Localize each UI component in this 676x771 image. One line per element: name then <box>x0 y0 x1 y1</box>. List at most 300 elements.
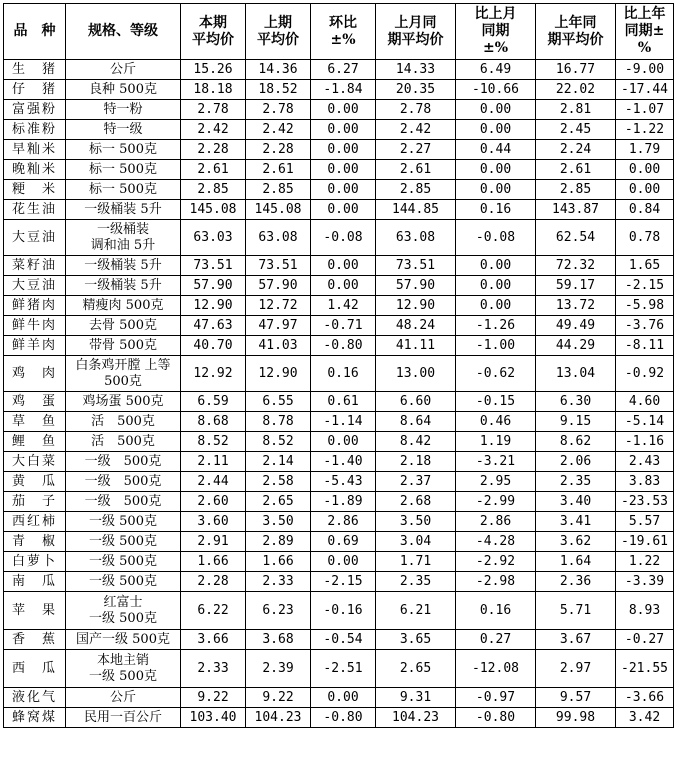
cell-last-year-change: -2.15 <box>616 276 674 296</box>
cell-product-name: 南 瓜 <box>4 572 66 592</box>
cell-period-change: 6.27 <box>311 60 376 80</box>
cell-previous-avg: 2.39 <box>246 650 311 688</box>
cell-last-month-change: -0.15 <box>456 392 536 412</box>
cell-period-change: -2.15 <box>311 572 376 592</box>
cell-last-month-avg: 6.60 <box>376 392 456 412</box>
table-row <box>4 592 674 630</box>
cell-last-year-change: -1.16 <box>616 432 674 452</box>
cell-last-year-avg: 2.81 <box>536 100 616 120</box>
cell-current-avg: 2.42 <box>181 120 246 140</box>
cell-last-month-avg: 144.85 <box>376 200 456 220</box>
cell-last-year-change: -19.61 <box>616 532 674 552</box>
cell-product-name: 茄 子 <box>4 492 66 512</box>
cell-last-month-avg: 3.50 <box>376 512 456 532</box>
cell-spec: 国产一级 500克 <box>66 630 181 650</box>
cell-last-year-avg: 62.54 <box>536 220 616 256</box>
cell-last-month-avg: 3.04 <box>376 532 456 552</box>
cell-last-month-change: 1.19 <box>456 432 536 452</box>
header-current-avg: 本期 平均价 <box>181 4 246 60</box>
cell-period-change: -0.54 <box>311 630 376 650</box>
cell-current-avg: 2.78 <box>181 100 246 120</box>
cell-current-avg: 6.22 <box>181 592 246 630</box>
cell-last-month-change: 0.00 <box>456 100 536 120</box>
table-row <box>4 60 674 80</box>
cell-product-name: 大白菜 <box>4 452 66 472</box>
cell-spec: 一级 500克 <box>66 472 181 492</box>
cell-period-change: -0.16 <box>311 592 376 630</box>
table-row <box>4 120 674 140</box>
cell-last-month-change: -0.97 <box>456 688 536 708</box>
cell-last-month-change: -1.00 <box>456 336 536 356</box>
header-period-change: 环比 ±% <box>311 4 376 60</box>
cell-last-month-change: -0.08 <box>456 220 536 256</box>
table-row <box>4 472 674 492</box>
cell-last-month-avg: 8.64 <box>376 412 456 432</box>
cell-current-avg: 2.11 <box>181 452 246 472</box>
cell-period-change: -1.89 <box>311 492 376 512</box>
table-row <box>4 140 674 160</box>
cell-previous-avg: 6.23 <box>246 592 311 630</box>
cell-product-name: 晚籼米 <box>4 160 66 180</box>
cell-last-year-change: -17.44 <box>616 80 674 100</box>
cell-current-avg: 9.22 <box>181 688 246 708</box>
cell-product-name: 仔 猪 <box>4 80 66 100</box>
cell-last-month-change: 0.44 <box>456 140 536 160</box>
cell-last-year-avg: 9.15 <box>536 412 616 432</box>
cell-current-avg: 2.28 <box>181 572 246 592</box>
header-row <box>4 4 674 60</box>
cell-last-month-avg: 9.31 <box>376 688 456 708</box>
cell-last-month-change: 0.00 <box>456 276 536 296</box>
cell-last-month-change: -12.08 <box>456 650 536 688</box>
table-row <box>4 630 674 650</box>
cell-last-year-avg: 143.87 <box>536 200 616 220</box>
cell-last-year-avg: 3.41 <box>536 512 616 532</box>
header-previous-avg: 上期 平均价 <box>246 4 311 60</box>
cell-spec: 特一级 <box>66 120 181 140</box>
cell-previous-avg: 3.68 <box>246 630 311 650</box>
table-row <box>4 650 674 688</box>
cell-last-month-change: -2.98 <box>456 572 536 592</box>
cell-spec: 活 500克 <box>66 412 181 432</box>
cell-product-name: 白萝卜 <box>4 552 66 572</box>
cell-last-month-change: 0.00 <box>456 120 536 140</box>
table-row <box>4 80 674 100</box>
table-row <box>4 452 674 472</box>
cell-spec: 本地主销 一级 500克 <box>66 650 181 688</box>
cell-current-avg: 73.51 <box>181 256 246 276</box>
cell-product-name: 黄 瓜 <box>4 472 66 492</box>
cell-last-month-change: -1.26 <box>456 316 536 336</box>
cell-previous-avg: 2.58 <box>246 472 311 492</box>
cell-previous-avg: 6.55 <box>246 392 311 412</box>
cell-period-change: -0.80 <box>311 336 376 356</box>
cell-current-avg: 3.60 <box>181 512 246 532</box>
cell-last-year-avg: 59.17 <box>536 276 616 296</box>
cell-product-name: 西 瓜 <box>4 650 66 688</box>
cell-product-name: 液化气 <box>4 688 66 708</box>
cell-period-change: 0.00 <box>311 552 376 572</box>
cell-last-year-avg: 13.72 <box>536 296 616 316</box>
cell-last-year-avg: 3.67 <box>536 630 616 650</box>
header-last-year-avg: 上年同 期平均价 <box>536 4 616 60</box>
cell-spec: 良种 500克 <box>66 80 181 100</box>
cell-last-month-change: 0.46 <box>456 412 536 432</box>
cell-product-name: 鲜牛肉 <box>4 316 66 336</box>
cell-period-change: 0.00 <box>311 120 376 140</box>
cell-spec: 一级桶装 5升 <box>66 256 181 276</box>
cell-current-avg: 2.44 <box>181 472 246 492</box>
cell-last-month-change: 2.95 <box>456 472 536 492</box>
cell-last-month-avg: 6.21 <box>376 592 456 630</box>
cell-spec: 公斤 <box>66 688 181 708</box>
table-row <box>4 276 674 296</box>
cell-last-year-avg: 6.30 <box>536 392 616 412</box>
table-row <box>4 296 674 316</box>
cell-last-year-avg: 2.45 <box>536 120 616 140</box>
cell-last-year-avg: 13.04 <box>536 356 616 392</box>
cell-spec: 标一 500克 <box>66 140 181 160</box>
table-row <box>4 392 674 412</box>
cell-period-change: 0.00 <box>311 180 376 200</box>
cell-product-name: 花生油 <box>4 200 66 220</box>
price-table <box>3 3 674 728</box>
cell-last-year-change: -1.22 <box>616 120 674 140</box>
cell-last-year-avg: 49.49 <box>536 316 616 336</box>
cell-current-avg: 63.03 <box>181 220 246 256</box>
cell-spec: 活 500克 <box>66 432 181 452</box>
cell-previous-avg: 2.61 <box>246 160 311 180</box>
cell-spec: 民用一百公斤 <box>66 708 181 728</box>
cell-last-month-change: -10.66 <box>456 80 536 100</box>
cell-spec: 去骨 500克 <box>66 316 181 336</box>
cell-product-name: 西红柿 <box>4 512 66 532</box>
cell-last-month-avg: 48.24 <box>376 316 456 336</box>
cell-last-year-avg: 2.35 <box>536 472 616 492</box>
cell-last-year-change: -21.55 <box>616 650 674 688</box>
cell-spec: 一级桶装 调和油 5升 <box>66 220 181 256</box>
cell-product-name: 菜籽油 <box>4 256 66 276</box>
cell-spec: 一级桶装 5升 <box>66 200 181 220</box>
cell-previous-avg: 18.52 <box>246 80 311 100</box>
cell-previous-avg: 145.08 <box>246 200 311 220</box>
cell-spec: 特一粉 <box>66 100 181 120</box>
cell-last-month-avg: 104.23 <box>376 708 456 728</box>
cell-spec: 一级 500克 <box>66 572 181 592</box>
cell-last-year-avg: 2.06 <box>536 452 616 472</box>
cell-product-name: 标准粉 <box>4 120 66 140</box>
cell-current-avg: 2.61 <box>181 160 246 180</box>
cell-last-year-change: -9.00 <box>616 60 674 80</box>
cell-previous-avg: 3.50 <box>246 512 311 532</box>
cell-spec: 精瘦肉 500克 <box>66 296 181 316</box>
table-row <box>4 200 674 220</box>
cell-last-year-change: -23.53 <box>616 492 674 512</box>
cell-last-month-avg: 20.35 <box>376 80 456 100</box>
table-row <box>4 356 674 392</box>
cell-current-avg: 145.08 <box>181 200 246 220</box>
cell-last-month-avg: 8.42 <box>376 432 456 452</box>
cell-product-name: 草 鱼 <box>4 412 66 432</box>
cell-product-name: 生 猪 <box>4 60 66 80</box>
header-last-month-change: 比上月 同期 ±% <box>456 4 536 60</box>
cell-last-month-change: 0.00 <box>456 180 536 200</box>
cell-last-year-avg: 5.71 <box>536 592 616 630</box>
cell-last-month-change: -3.21 <box>456 452 536 472</box>
cell-last-month-avg: 57.90 <box>376 276 456 296</box>
cell-current-avg: 103.40 <box>181 708 246 728</box>
cell-last-year-avg: 8.62 <box>536 432 616 452</box>
cell-last-year-change: -5.98 <box>616 296 674 316</box>
cell-last-month-avg: 3.65 <box>376 630 456 650</box>
cell-last-month-change: 0.00 <box>456 160 536 180</box>
cell-current-avg: 15.26 <box>181 60 246 80</box>
cell-last-year-change: -0.92 <box>616 356 674 392</box>
cell-last-month-avg: 2.35 <box>376 572 456 592</box>
cell-last-month-change: -4.28 <box>456 532 536 552</box>
table-row <box>4 552 674 572</box>
table-row <box>4 256 674 276</box>
cell-last-month-avg: 2.27 <box>376 140 456 160</box>
cell-current-avg: 2.33 <box>181 650 246 688</box>
cell-last-year-avg: 2.97 <box>536 650 616 688</box>
cell-period-change: 0.61 <box>311 392 376 412</box>
cell-last-month-avg: 12.90 <box>376 296 456 316</box>
cell-last-month-avg: 13.00 <box>376 356 456 392</box>
cell-period-change: 0.00 <box>311 276 376 296</box>
cell-period-change: 1.42 <box>311 296 376 316</box>
cell-last-month-avg: 63.08 <box>376 220 456 256</box>
cell-last-month-change: 0.16 <box>456 592 536 630</box>
cell-period-change: 0.00 <box>311 140 376 160</box>
cell-spec: 带骨 500克 <box>66 336 181 356</box>
cell-current-avg: 1.66 <box>181 552 246 572</box>
cell-period-change: -1.84 <box>311 80 376 100</box>
table-row <box>4 412 674 432</box>
cell-previous-avg: 2.28 <box>246 140 311 160</box>
cell-current-avg: 47.63 <box>181 316 246 336</box>
table-row <box>4 432 674 452</box>
cell-last-year-change: -0.27 <box>616 630 674 650</box>
cell-last-year-avg: 9.57 <box>536 688 616 708</box>
cell-previous-avg: 2.65 <box>246 492 311 512</box>
cell-last-year-change: 4.60 <box>616 392 674 412</box>
cell-period-change: 0.00 <box>311 160 376 180</box>
cell-last-month-change: -0.62 <box>456 356 536 392</box>
cell-last-month-change: -2.92 <box>456 552 536 572</box>
cell-period-change: 0.00 <box>311 688 376 708</box>
cell-last-year-avg: 2.85 <box>536 180 616 200</box>
cell-previous-avg: 104.23 <box>246 708 311 728</box>
table-row <box>4 336 674 356</box>
cell-current-avg: 40.70 <box>181 336 246 356</box>
cell-last-year-change: 1.65 <box>616 256 674 276</box>
cell-last-year-change: 3.83 <box>616 472 674 492</box>
header-product: 品 种 <box>4 4 66 60</box>
cell-last-month-avg: 2.42 <box>376 120 456 140</box>
cell-period-change: 0.00 <box>311 432 376 452</box>
table-row <box>4 100 674 120</box>
cell-previous-avg: 12.90 <box>246 356 311 392</box>
cell-last-month-change: 6.49 <box>456 60 536 80</box>
cell-current-avg: 2.28 <box>181 140 246 160</box>
cell-period-change: 0.69 <box>311 532 376 552</box>
cell-current-avg: 12.92 <box>181 356 246 392</box>
cell-previous-avg: 2.78 <box>246 100 311 120</box>
cell-last-year-change: 1.22 <box>616 552 674 572</box>
cell-product-name: 青 椒 <box>4 532 66 552</box>
cell-product-name: 苹 果 <box>4 592 66 630</box>
cell-last-year-change: 2.43 <box>616 452 674 472</box>
cell-period-change: 0.16 <box>311 356 376 392</box>
cell-product-name: 富强粉 <box>4 100 66 120</box>
cell-product-name: 鸡 蛋 <box>4 392 66 412</box>
cell-current-avg: 2.60 <box>181 492 246 512</box>
cell-last-month-change: -2.99 <box>456 492 536 512</box>
cell-previous-avg: 57.90 <box>246 276 311 296</box>
cell-last-year-change: 3.42 <box>616 708 674 728</box>
cell-current-avg: 8.68 <box>181 412 246 432</box>
cell-spec: 一级桶装 5升 <box>66 276 181 296</box>
cell-spec: 一级 500克 <box>66 492 181 512</box>
cell-product-name: 蜂窝煤 <box>4 708 66 728</box>
header-last-year-change: 比上年 同期±% <box>616 4 674 60</box>
cell-previous-avg: 41.03 <box>246 336 311 356</box>
cell-previous-avg: 8.78 <box>246 412 311 432</box>
cell-last-year-avg: 3.62 <box>536 532 616 552</box>
cell-current-avg: 8.52 <box>181 432 246 452</box>
cell-last-year-avg: 2.24 <box>536 140 616 160</box>
cell-last-month-change: 0.27 <box>456 630 536 650</box>
cell-spec: 红富士 一级 500克 <box>66 592 181 630</box>
cell-last-month-avg: 1.71 <box>376 552 456 572</box>
cell-last-year-change: 0.84 <box>616 200 674 220</box>
cell-previous-avg: 8.52 <box>246 432 311 452</box>
cell-spec: 鸡场蛋 500克 <box>66 392 181 412</box>
cell-product-name: 鲜羊肉 <box>4 336 66 356</box>
table-row <box>4 708 674 728</box>
cell-last-year-change: -8.11 <box>616 336 674 356</box>
cell-period-change: -5.43 <box>311 472 376 492</box>
cell-product-name: 鲤 鱼 <box>4 432 66 452</box>
cell-product-name: 鸡 肉 <box>4 356 66 392</box>
cell-last-year-avg: 2.36 <box>536 572 616 592</box>
cell-product-name: 鲜猪肉 <box>4 296 66 316</box>
cell-last-month-avg: 41.11 <box>376 336 456 356</box>
cell-last-year-change: 0.00 <box>616 160 674 180</box>
cell-previous-avg: 47.97 <box>246 316 311 336</box>
cell-last-year-avg: 99.98 <box>536 708 616 728</box>
cell-spec: 标一 500克 <box>66 160 181 180</box>
cell-last-year-change: -3.66 <box>616 688 674 708</box>
cell-period-change: 0.00 <box>311 200 376 220</box>
cell-current-avg: 57.90 <box>181 276 246 296</box>
cell-current-avg: 6.59 <box>181 392 246 412</box>
cell-period-change: -2.51 <box>311 650 376 688</box>
cell-product-name: 早籼米 <box>4 140 66 160</box>
cell-last-year-change: -3.76 <box>616 316 674 336</box>
cell-product-name: 大豆油 <box>4 220 66 256</box>
cell-current-avg: 2.91 <box>181 532 246 552</box>
cell-current-avg: 2.85 <box>181 180 246 200</box>
cell-last-month-change: 0.16 <box>456 200 536 220</box>
table-row <box>4 512 674 532</box>
cell-previous-avg: 14.36 <box>246 60 311 80</box>
cell-previous-avg: 2.14 <box>246 452 311 472</box>
cell-last-month-avg: 14.33 <box>376 60 456 80</box>
cell-period-change: 0.00 <box>311 256 376 276</box>
header-last-month-avg: 上月同 期平均价 <box>376 4 456 60</box>
cell-period-change: -0.08 <box>311 220 376 256</box>
cell-spec: 白条鸡开膛 上等 500克 <box>66 356 181 392</box>
cell-last-year-avg: 3.40 <box>536 492 616 512</box>
cell-last-month-change: 0.00 <box>456 256 536 276</box>
cell-previous-avg: 63.08 <box>246 220 311 256</box>
cell-last-month-avg: 2.61 <box>376 160 456 180</box>
cell-previous-avg: 1.66 <box>246 552 311 572</box>
cell-last-month-avg: 2.18 <box>376 452 456 472</box>
cell-spec: 一级 500克 <box>66 452 181 472</box>
cell-period-change: 0.00 <box>311 100 376 120</box>
cell-last-year-avg: 44.29 <box>536 336 616 356</box>
cell-period-change: 2.86 <box>311 512 376 532</box>
cell-last-month-change: 0.00 <box>456 296 536 316</box>
cell-last-year-change: -3.39 <box>616 572 674 592</box>
table-row <box>4 532 674 552</box>
cell-last-month-change: -0.80 <box>456 708 536 728</box>
cell-last-year-avg: 72.32 <box>536 256 616 276</box>
cell-last-month-avg: 2.37 <box>376 472 456 492</box>
table-row <box>4 688 674 708</box>
cell-period-change: -0.71 <box>311 316 376 336</box>
cell-last-month-avg: 2.68 <box>376 492 456 512</box>
header-spec: 规格、等级 <box>66 4 181 60</box>
cell-last-month-avg: 2.65 <box>376 650 456 688</box>
cell-spec: 一级 500克 <box>66 552 181 572</box>
cell-last-year-change: 0.78 <box>616 220 674 256</box>
cell-period-change: -1.14 <box>311 412 376 432</box>
cell-last-year-avg: 1.64 <box>536 552 616 572</box>
table-row <box>4 316 674 336</box>
cell-last-year-change: 5.57 <box>616 512 674 532</box>
cell-current-avg: 18.18 <box>181 80 246 100</box>
cell-last-year-avg: 16.77 <box>536 60 616 80</box>
cell-current-avg: 12.90 <box>181 296 246 316</box>
cell-last-year-change: 0.00 <box>616 180 674 200</box>
cell-previous-avg: 2.33 <box>246 572 311 592</box>
cell-last-year-change: -5.14 <box>616 412 674 432</box>
cell-period-change: -1.40 <box>311 452 376 472</box>
cell-last-year-change: 1.79 <box>616 140 674 160</box>
cell-last-year-change: -1.07 <box>616 100 674 120</box>
cell-current-avg: 3.66 <box>181 630 246 650</box>
cell-last-year-avg: 22.02 <box>536 80 616 100</box>
cell-spec: 标一 500克 <box>66 180 181 200</box>
table-row <box>4 492 674 512</box>
cell-last-year-change: 8.93 <box>616 592 674 630</box>
cell-previous-avg: 2.85 <box>246 180 311 200</box>
cell-spec: 一级 500克 <box>66 512 181 532</box>
cell-previous-avg: 2.42 <box>246 120 311 140</box>
cell-spec: 一级 500克 <box>66 532 181 552</box>
table-row <box>4 572 674 592</box>
cell-previous-avg: 73.51 <box>246 256 311 276</box>
cell-period-change: -0.80 <box>311 708 376 728</box>
cell-previous-avg: 12.72 <box>246 296 311 316</box>
table-row <box>4 180 674 200</box>
cell-product-name: 香 蕉 <box>4 630 66 650</box>
cell-product-name: 粳 米 <box>4 180 66 200</box>
